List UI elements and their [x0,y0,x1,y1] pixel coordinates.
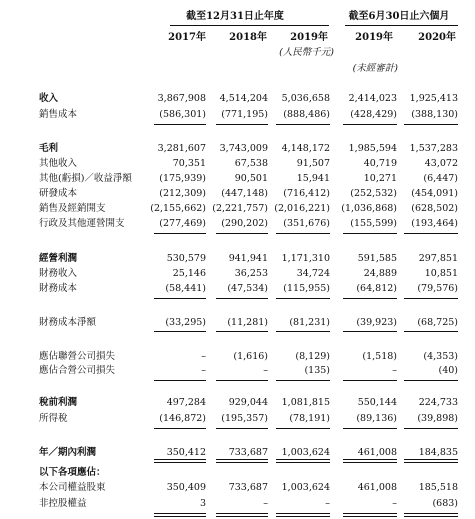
row-value: 25,146 [172,268,206,279]
row-value: (771,195) [221,109,268,120]
single-underline [154,233,206,234]
row-label: 以下各項應佔： [39,467,106,478]
double-underline [216,459,268,463]
row-value: (146,872) [159,413,206,424]
row-value: (388,130) [411,109,458,120]
row-label: 非控股權益 [39,498,87,509]
table-row [0,497,475,510]
row-value: 1,925,413 [409,93,458,104]
row-value: (175,939) [159,173,206,184]
row-value: 1,985,594 [348,143,397,154]
row-value: 1,003,624 [281,447,330,458]
table-row [0,92,475,105]
row-value: (155,599) [350,218,397,229]
double-underline [404,459,458,463]
year-header-2017: 2017年 [168,32,206,43]
row-value: 40,719 [363,158,397,169]
row-value: (64,812) [356,283,397,294]
single-underline [276,233,330,234]
single-underline [404,233,458,234]
row-value: 5,036,658 [281,93,330,104]
row-value: 2,414,023 [348,93,397,104]
single-underline [276,380,330,381]
table-row [0,282,475,295]
row-value: 10,851 [424,268,458,279]
row-value: 350,412 [166,447,206,458]
row-value: 24,889 [363,268,397,279]
row-label: 稅前利潤 [39,397,78,408]
table-row [0,172,475,185]
header-group-interim: 截至6月30日止六個月 [348,11,450,22]
row-value: (193,464) [411,218,458,229]
table-row [0,412,475,425]
row-label: 銷售成本 [39,109,78,120]
row-value: 297,851 [418,253,458,264]
row-value: 4,148,172 [281,143,330,154]
row-value: 550,144 [357,397,397,408]
table-row [0,446,475,459]
row-value: (1,036,868) [341,203,397,214]
row-value: (628,502) [411,203,458,214]
single-underline [216,233,268,234]
row-value: 15,941 [296,173,330,184]
header-rule-years [170,25,329,26]
row-value: 1,537,283 [409,143,458,154]
single-underline [343,380,397,381]
row-value: (586,301) [159,109,206,120]
row-value: (79,576) [417,283,458,294]
single-underline [404,428,458,429]
year-header-2020-interim: 2020年 [418,32,456,43]
row-value: (8,129) [295,351,330,362]
single-underline [216,124,268,125]
row-label: 其他收入 [39,158,78,169]
row-value: (2,221,757) [212,203,268,214]
row-value: (135) [304,365,330,376]
single-underline [343,298,397,299]
single-underline [154,331,206,332]
single-underline [343,233,397,234]
header-group-years: 截至12月31日止年度 [186,11,284,22]
row-value: 224,733 [418,397,458,408]
table-row [0,350,475,363]
double-underline [216,513,268,517]
row-value: (212,309) [159,188,206,199]
row-value: 929,044 [228,397,268,408]
table-row [0,364,475,377]
row-value: 497,284 [166,397,206,408]
row-value: 70,351 [172,158,206,169]
row-label: 其他(虧損)／收益淨額 [39,173,132,184]
table-row [0,108,475,121]
single-underline [216,298,268,299]
row-value: 34,724 [296,268,330,279]
single-underline [404,331,458,332]
row-value: (47,534) [227,283,268,294]
table-row [0,396,475,409]
year-header-2019: 2019年 [290,32,328,43]
row-value: (68,725) [417,317,458,328]
row-value: (58,441) [165,283,206,294]
row-label: 財務成本淨額 [39,317,97,328]
double-underline [154,513,206,517]
table-row [0,142,475,155]
double-underline [276,513,330,517]
row-value: 461,008 [357,447,397,458]
row-value: 184,835 [418,447,458,458]
row-value: 941,941 [228,253,268,264]
row-value: (195,357) [221,413,268,424]
single-underline [404,380,458,381]
row-value: – [325,498,330,509]
row-value: (290,202) [221,218,268,229]
row-label: 財務收入 [39,268,78,279]
row-value: (1,518) [362,351,397,362]
table-row [0,466,475,479]
row-value: 3 [199,498,206,509]
table-row [0,217,475,230]
row-value: (6,447) [423,173,458,184]
single-underline [276,428,330,429]
single-underline [276,331,330,332]
row-value: – [263,498,268,509]
table-row [0,157,475,170]
row-value: – [392,498,397,509]
row-value: 36,253 [234,268,268,279]
table-row [0,202,475,215]
row-value: 733,687 [228,447,268,458]
row-value: (277,469) [159,218,206,229]
row-value: 1,171,310 [281,253,330,264]
single-underline [216,380,268,381]
double-underline [154,459,206,463]
row-value: (351,676) [283,218,330,229]
table-row [0,187,475,200]
year-header-2018: 2018年 [229,32,267,43]
table-row [0,481,475,494]
row-value: 530,579 [166,253,206,264]
row-label: 財務成本 [39,283,78,294]
row-value: (39,898) [417,413,458,424]
row-label: 本公司權益股東 [39,482,106,493]
row-value: (2,016,221) [274,203,330,214]
row-value: – [392,365,397,376]
row-label: 年／期內利潤 [39,447,97,458]
row-value: (33,295) [165,317,206,328]
single-underline [216,331,268,332]
row-value: (888,486) [283,109,330,120]
row-value: (454,091) [411,188,458,199]
double-underline [343,513,397,517]
single-underline [216,428,268,429]
row-value: (39,923) [356,317,397,328]
row-value: (89,136) [356,413,397,424]
table-row [0,316,475,329]
unaudited-note: (未經審計) [352,63,398,74]
row-value: (11,281) [227,317,268,328]
row-label: 應佔聯營公司損失 [39,351,116,362]
row-value: 10,271 [363,173,397,184]
table-row [0,252,475,265]
row-value: – [201,351,206,362]
row-value: (2,155,662) [150,203,206,214]
single-underline [343,124,397,125]
row-value: (716,412) [283,188,330,199]
row-value: – [201,365,206,376]
double-underline [343,459,397,463]
single-underline [154,298,206,299]
row-value: (252,532) [350,188,397,199]
single-underline [276,298,330,299]
unit-note: (人民幣千元) [279,47,334,58]
row-value: 185,518 [418,482,458,493]
single-underline [343,428,397,429]
single-underline [154,428,206,429]
row-value: – [263,365,268,376]
table-row [0,267,475,280]
row-value: (447,148) [221,188,268,199]
row-value: (4,353) [423,351,458,362]
row-value: 3,281,607 [157,143,206,154]
row-value: 591,585 [357,253,397,264]
row-value: 91,507 [296,158,330,169]
row-label: 行政及其他運營開支 [39,218,125,229]
row-value: 461,008 [357,482,397,493]
row-value: 350,409 [166,482,206,493]
row-value: (78,191) [289,413,330,424]
row-value: (81,231) [289,317,330,328]
row-value: (1,616) [233,351,268,362]
single-underline [276,124,330,125]
single-underline [154,380,206,381]
single-underline [404,124,458,125]
row-value: (683) [432,498,458,509]
row-value: (428,429) [350,109,397,120]
row-label: 經營利潤 [39,253,78,264]
row-value: 3,867,908 [157,93,206,104]
row-value: 4,514,204 [219,93,268,104]
row-value: 3,743,009 [219,143,268,154]
single-underline [343,331,397,332]
header-rule-interim [345,25,458,26]
row-value: (115,955) [283,283,330,294]
row-value: 90,501 [234,173,268,184]
year-header-2019-interim: 2019年 [355,32,393,43]
row-value: (40) [438,365,458,376]
row-label: 應佔合營公司損失 [39,365,116,376]
single-underline [404,298,458,299]
double-underline [404,513,458,517]
row-label: 毛利 [39,143,59,154]
row-label: 所得稅 [39,413,68,424]
row-value: 67,538 [234,158,268,169]
double-underline [276,459,330,463]
row-label: 銷售及經銷開支 [39,203,106,214]
row-value: 1,003,624 [281,482,330,493]
single-underline [154,124,206,125]
row-label: 收入 [39,93,59,104]
row-value: 1,081,815 [281,397,330,408]
row-value: 733,687 [228,482,268,493]
row-label: 研發成本 [39,188,78,199]
row-value: 43,072 [424,158,458,169]
